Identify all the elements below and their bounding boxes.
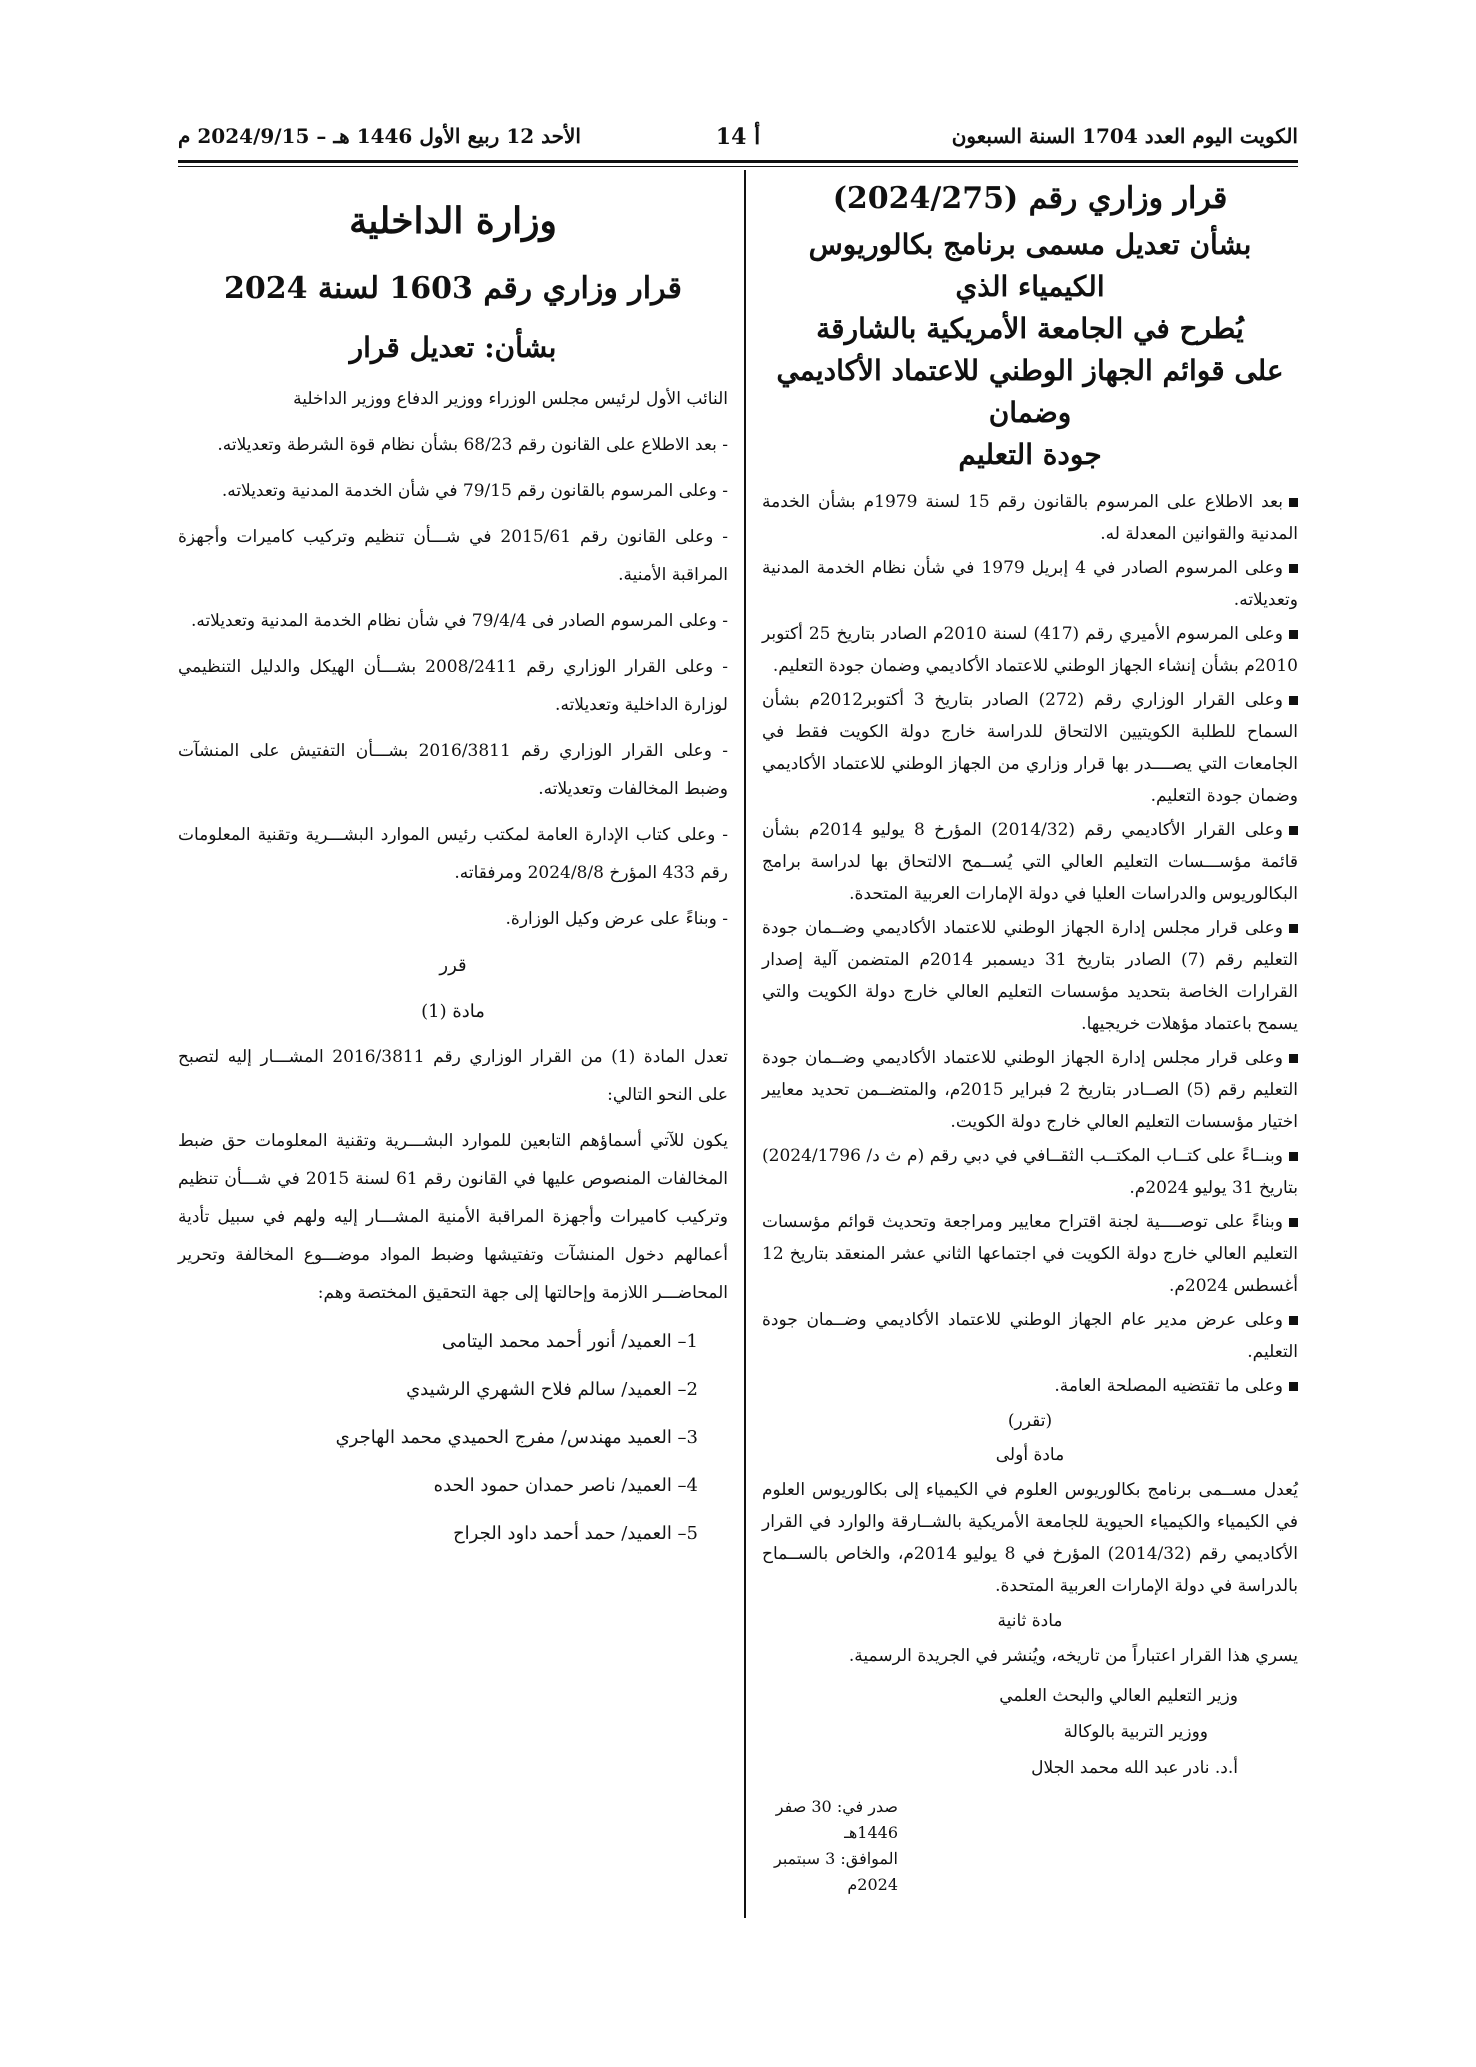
article-text: يكون للآتي أسماؤهم التابعين للموارد البشـــرية وتقنية المعلومات حق ضبط المخالفات المنصوص عليها في القانون رقم 61 لسنة 2015 في شـــأن تنظيم وتركيب كاميرات وأجهزة المراقبة الأمنية المشـــار إليه ولهم في سبيل تأدية أعمالهم دخول المنشآت وتفتيشها وضبط المواد موضـــوع المخالفة وتحرير المحاضـــر اللازمة وإحالتها إلى جهة التحقيق المختصة وهم: [178,1131,728,1303]
square-bullet-icon [1289,630,1298,639]
header-rule [178,160,1298,163]
square-bullet-icon [1289,826,1298,835]
header-rule-thin [178,166,1298,167]
decree-number: قرار وزاري رقم 1603 لسنة 2024 [223,271,683,306]
header-date: الأحد 12 ربيع الأول 1446 هـ – 2024/9/15 م [178,124,581,148]
decree-title-line: بشأن تعديل مسمى برنامج بكالوريوس الكيمياء الذي [808,228,1252,303]
square-bullet-icon [1289,1152,1298,1161]
preamble-item: وعلى ما تقتضيه المصلحة العامة. [762,1370,1298,1402]
preamble-item: وعلى قرار مجلس إدارة الجهاز الوطني للاعتماد الأكاديمي وضــمان جودة التعليم رقم (5) الصــادر بتاريخ 2 فبراير 2015م، والمتضــمن تحديد معايير اختيار مؤسسات التعليم العالي خارج دولة الكويت. [762,1048,1298,1132]
decree-title-line: يُطرح في الجامعة الأمريكية بالشارقة [816,312,1244,345]
preamble-list [178,380,728,938]
header-issue: الكويت اليوم العدد 1704 السنة السبعون [951,124,1298,148]
member-item: 2– العميد/ سالم فلاح الشهري الرشيدي [406,1379,698,1400]
preamble-item: النائب الأول لرئيس مجلس الوزراء ووزير الدفاع ووزير الداخلية [293,389,728,409]
article-1-text: يُعدل مســمى برنامج بكالوريوس العلوم في الكيمياء إلى بكالوريوس العلوم في الكيمياء والكيمياء الحيوية للجامعة الأمريكية بالشــارقة والوارد في القرار الأكاديمي رقم (2014/32) المؤرخ في 8 يوليو 2014م، والخاص بالســماح بالدراسة في دولة الإمارات العربية المتحدة. [762,1480,1298,1596]
article-1-heading: مادة أولى [995,1445,1065,1465]
decides-label: (تقرر) [1007,1411,1053,1431]
preamble-item: - وعلى القرار الوزاري رقم 2008/2411 بشـــأن الهيكل والدليل التنظيمي لوزارة الداخلية وتعديلاته. [178,657,728,715]
preamble-item: وعلى القرار الأكاديمي رقم (2014/32) المؤرخ 8 يوليو 2014م بشأن قائمة مؤســـسات التعليم العالي التي يُســمح الالتحاق بها لدراسة برامج البكالوريوس والدراسات العليا في دولة الإمارات العربية المتحدة. [762,820,1298,904]
preamble-item: - وعلى القانون رقم 2015/61 في شـــأن تنظيم وتركيب كاميرات وأجهزة المراقبة الأمنية. [178,527,728,585]
ministry-name: وزارة الداخلية [349,200,557,242]
member-item: 3– العميد مهندس/ مفرج الحميدي محمد الهاجري [335,1427,698,1448]
decree-title [762,178,1298,476]
preamble-item: وعلى المرسوم الصادر في 4 إبريل 1979 في شأن نظام الخدمة المدنية وتعديلاته. [762,558,1298,610]
preamble-item: وعلى القرار الوزاري رقم (272) الصادر بتاريخ 3 أكتوبر2012م بشأن السماح للطلبة الكويتيين الالتحاق للدراسة خارج دولة الكويت فقط في الجامعات التي يصــــدر بها قرار وزاري من الجهاز الوطني للاعتماد الأكاديمي وضمان جودة التعليم. [762,690,1298,806]
square-bullet-icon [1289,696,1298,705]
square-bullet-icon [1289,498,1298,507]
member-item: 1– العميد/ أنور أحمد محمد اليتامى [441,1331,698,1352]
preamble-item: - بعد الاطلاع على القانون رقم 68/23 بشأن نظام قوة الشرطة وتعديلاته. [217,435,728,455]
preamble-item: وعلى عرض مدير عام الجهاز الوطني للاعتماد الأكاديمي وضــمان جودة التعليم. [762,1310,1298,1362]
decree-subject: بشأن: تعديل قرار [349,331,557,364]
preamble-item: وعلى قرار مجلس إدارة الجهاز الوطني للاعتماد الأكاديمي وضــمان جودة التعليم رقم (7) الصادر بتاريخ 31 ديسمبر 2014م المتضمن آلية إصدار القرارات الخاصة بتحديد مؤسسات التعليم العالي خارج دولة الكويت والتي يسمح باعتماد مؤهلات خريجيها. [762,918,1298,1034]
preamble-item: - وعلى كتاب الإدارة العامة لمكتب رئيس الموارد البشـــرية وتقنية المعلومات رقم 433 المؤرخ 2024/8/8 ومرفقاته. [178,825,728,883]
issue-date-hijri: صدر في: 30 صفر 1446هـ [775,1797,898,1842]
members-list [178,1320,728,1556]
preamble-item: بعد الاطلاع على المرسوم بالقانون رقم 15 لسنة 1979م بشأن الخدمة المدنية والقوانين المعدلة له. [762,492,1298,544]
decides-label: قرر [439,955,467,976]
member-item: 4– العميد/ ناصر حمدان حمود الحده [433,1475,698,1496]
signatory-name: أ.د. نادر عبد الله محمد الجلال [1031,1758,1238,1778]
preamble-item: - وعلى المرسوم بالقانون رقم 79/15 في شأن الخدمة المدنية وتعديلاته. [221,481,728,501]
member-item: 5– العميد/ حمد أحمد داود الجراح [453,1523,698,1544]
page-header [178,118,1298,158]
decree-title-line: جودة التعليم [958,438,1102,471]
article-2-heading: مادة ثانية [997,1611,1063,1631]
article-text: تعدل المادة (1) من القرار الوزاري رقم 2016/3811 المشـــار إليه لتصبح على النحو التالي: [178,1047,728,1105]
preamble-item: - وبناءً على عرض وكيل الوزارة. [505,909,728,929]
square-bullet-icon [1289,1316,1298,1325]
column-divider [744,170,746,1918]
higher-education-decree [762,178,1298,1898]
decree-number: قرار وزاري رقم (2024/275) [832,181,1228,216]
article-2-text: يسري هذا القرار اعتباراً من تاريخه، ويُنشر في الجريدة الرسمية. [848,1646,1298,1666]
square-bullet-icon [1289,1054,1298,1063]
preamble-list [762,486,1298,1402]
square-bullet-icon [1289,1382,1298,1391]
interior-ministry-decree [178,178,728,1560]
issue-date [762,1794,1298,1898]
preamble-item: وعلى المرسوم الأميري رقم (417) لسنة 2010م الصادر بتاريخ 25 أكتوبر 2010م بشأن إنشاء الجهاز الوطني للاعتماد الأكاديمي وضمان جودة التعليم. [762,624,1298,676]
square-bullet-icon [1289,924,1298,933]
preamble-item: وبناءً على توصــــية لجنة اقتراح معايير ومراجعة وتحديث قوائم مؤسسات التعليم العالي خارج دولة الكويت في اجتماعها الثاني عشر المنعقد بتاريخ 12 أغسطس 2024م. [762,1212,1298,1296]
article-heading: مادة (1) [421,1001,485,1022]
signatory-title-acting: ووزير التربية بالوكالة [1063,1722,1208,1742]
decree-title-line: على قوائم الجهاز الوطني للاعتماد الأكاديمي وضمان [776,354,1284,429]
signatory-title: وزير التعليم العالي والبحث العلمي [999,1686,1238,1706]
preamble-item: وبنــاءً على كتــاب المكتــب الثقــافي في دبي رقم (م ث د/ 2024/1796) بتاريخ 31 يوليو 2024م. [762,1146,1298,1198]
signature-block [762,1678,1298,1786]
header-page-number: أ 14 [715,124,761,150]
issue-date-gregorian: الموافق: 3 سبتمبر 2024م [774,1849,898,1894]
square-bullet-icon [1289,564,1298,573]
preamble-item: - وعلى المرسوم الصادر فى 79/4/4 في شأن نظام الخدمة المدنية وتعديلاته. [190,611,728,631]
square-bullet-icon [1289,1218,1298,1227]
preamble-item: - وعلى القرار الوزاري رقم 2016/3811 بشـــأن التفتيش على المنشآت وضبط المخالفات وتعديلاته. [178,741,728,799]
